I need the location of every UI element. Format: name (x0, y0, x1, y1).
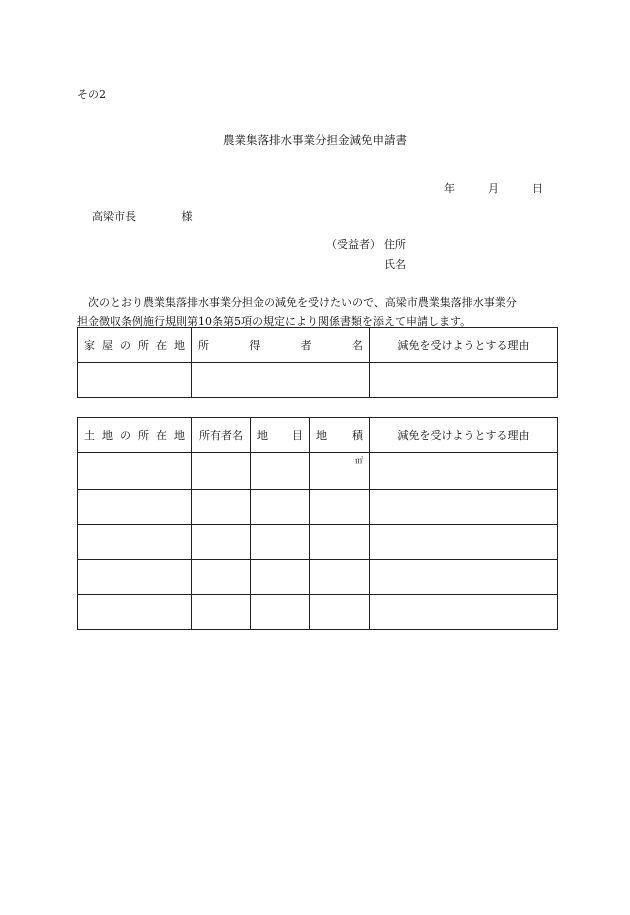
house-table (77, 327, 558, 398)
land-location-cell[interactable] (78, 525, 192, 560)
table-row (78, 525, 558, 560)
statement-line-2: 担金徴収条例施行規則第10条第5項の規定により関係書類を添えて申請します。 (77, 315, 472, 328)
land-area-cell[interactable] (310, 490, 370, 525)
land-location-cell[interactable] (78, 490, 192, 525)
land-area-cell[interactable] (310, 560, 370, 595)
land-location-header: 土地の所在地 (78, 418, 192, 453)
date-month-label: 月 (488, 182, 499, 195)
land-area-cell[interactable] (310, 595, 370, 630)
house-location-header: 家屋の所在地 (78, 328, 192, 363)
addressee (92, 208, 193, 224)
land-area-header: 地積 (310, 418, 370, 453)
date-day-label: 日 (532, 182, 543, 195)
land-reason-cell[interactable] (370, 595, 558, 630)
house-reason-cell[interactable] (370, 363, 558, 398)
house-owner-header: 所得者名 (192, 328, 370, 363)
page-title: 農業集落排水事業分担金減免申請書 (223, 133, 407, 147)
statement-line-1: 次のとおり農業集落排水事業分担金の減免を受けたいので、高梁市農業集落排水事業分 (88, 296, 517, 309)
land-area-cell[interactable] (310, 453, 370, 490)
date-line (444, 180, 543, 196)
house-table-header (78, 328, 558, 363)
table-row (78, 490, 558, 525)
land-table (77, 417, 558, 630)
land-category-cell[interactable] (251, 453, 310, 490)
land-reason-cell[interactable] (370, 453, 558, 490)
table-row (78, 453, 558, 490)
land-location-cell[interactable] (78, 453, 192, 490)
land-area-cell[interactable] (310, 525, 370, 560)
date-year-label: 年 (444, 182, 455, 195)
land-owner-header: 所有者名 (192, 418, 251, 453)
house-location-cell[interactable] (78, 363, 192, 398)
land-category-cell[interactable] (251, 595, 310, 630)
area-unit-label: ㎡ (355, 456, 363, 465)
land-owner-cell[interactable] (192, 560, 251, 595)
land-owner-cell[interactable] (192, 525, 251, 560)
land-owner-cell[interactable] (192, 490, 251, 525)
table-row (78, 595, 558, 630)
land-category-cell[interactable] (251, 490, 310, 525)
form-number: その2 (77, 88, 106, 101)
land-reason-cell[interactable] (370, 490, 558, 525)
addressee-name: 高梁市長 (92, 210, 136, 223)
table-row (78, 560, 558, 595)
land-location-cell[interactable] (78, 595, 192, 630)
land-owner-cell[interactable] (192, 595, 251, 630)
land-owner-cell[interactable] (192, 453, 251, 490)
land-reason-header: 減免を受けようとする理由 (370, 418, 558, 453)
addressee-honorific: 様 (181, 210, 193, 223)
request-statement (77, 293, 563, 331)
land-reason-cell[interactable] (370, 560, 558, 595)
house-reason-header: 減免を受けようとする理由 (370, 328, 558, 363)
applicant-label: （受益者） (326, 238, 381, 251)
land-category-header: 地目 (251, 418, 310, 453)
address-label: 住所 (384, 238, 406, 251)
name-label: 氏名 (384, 258, 406, 271)
land-reason-cell[interactable] (370, 525, 558, 560)
land-location-cell[interactable] (78, 560, 192, 595)
table-row (78, 363, 558, 398)
land-category-cell[interactable] (251, 560, 310, 595)
land-table-header (78, 418, 558, 453)
land-category-cell[interactable] (251, 525, 310, 560)
house-owner-cell[interactable] (192, 363, 370, 398)
